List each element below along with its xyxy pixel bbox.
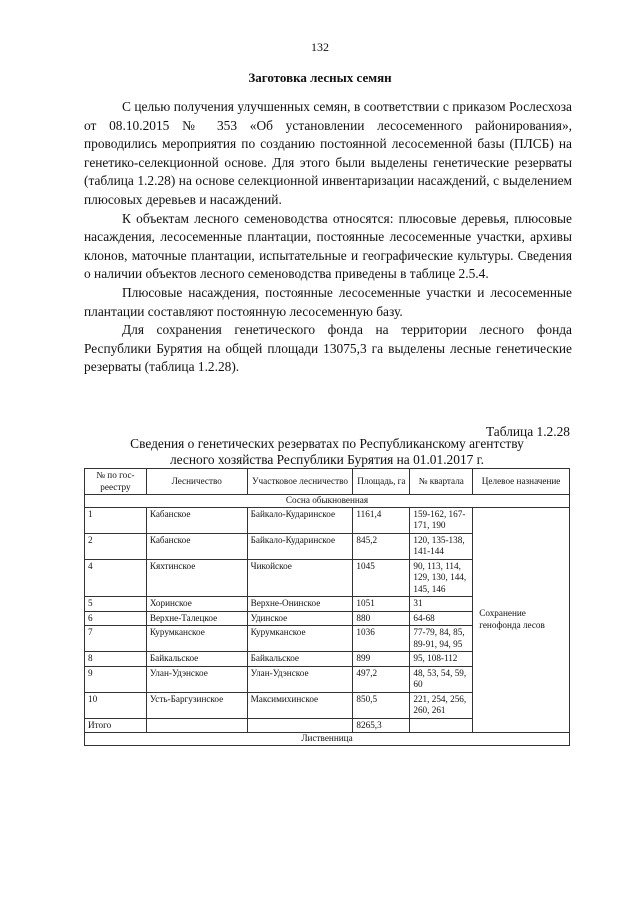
total-label: Итого [85,718,147,733]
paragraph: Для сохранения генетического фонда на территории лесного фонда Республики Бурятия на общей площади 13075,3 га выделены лесные генетические резерваты (таблица 1.2.28). [84,322,572,375]
table-row [85,507,570,533]
paragraph: С целью получения улучшенных семян, в соответствии с приказом Рослесхоза от 08.10.2015 № 353 «Об установлении лесосеменного районирования», проводились мероприятия по созданию постоянной лесосеменной базы (ПЛСБ) на генетико-селекционной основе. Для этого были выделены генетические резерваты (таблица 1.2.28) на основе селекционной инвентаризации насаждений, с выделением плюсовых деревьев и насаждений. [84,99,572,207]
cell-forestry: Усть-Баргузинское [146,692,247,718]
cell-area: 1161,4 [353,507,410,533]
table-title-line: Сведения о генетических резерватах по Республиканскому агентству [130,436,524,451]
cell-district: Байкало-Кударинское [247,533,353,559]
total-area: 8265,3 [353,718,410,733]
cell-num: 1 [85,507,147,533]
cell-forestry: Кяхтинское [146,559,247,597]
cell-district: Байкало-Кударинское [247,507,353,533]
cell-empty [247,718,353,733]
paragraph: Плюсовые насаждения, постоянные лесосеменные участки и лесосеменные плантации составляют постоянную лесосеменную базу. [84,284,572,319]
cell-district: Удинское [247,611,353,626]
cell-quarter: 90, 113, 114, 129, 130, 144, 145, 146 [410,559,473,597]
cell-quarter: 221, 254, 256, 260, 261 [410,692,473,718]
header-district: Участковое лесничество [247,469,353,495]
cell-num: 2 [85,533,147,559]
table-title-line: лесного хозяйства Республики Бурятия на 01.01.2017 г. [169,452,485,467]
cell-district: Максимихинское [247,692,353,718]
reserves-table [84,468,570,746]
cell-quarter: 77-79, 84, 85, 89-91, 94, 95 [410,626,473,652]
cell-quarter: 95, 108-112 [410,652,473,667]
cell-district: Чикойское [247,559,353,597]
cell-district: Верхне-Онинское [247,597,353,612]
group-row [85,495,570,508]
cell-district: Курумканское [247,626,353,652]
cell-district: Байкальское [247,652,353,667]
cell-forestry: Кабанское [146,533,247,559]
cell-num: 8 [85,652,147,667]
cell-num: 5 [85,597,147,612]
section-heading: Заготовка лесных семян [248,70,392,85]
cell-forestry: Кабанское [146,507,247,533]
cell-num: 4 [85,559,147,597]
cell-quarter: 48, 53, 54, 59, 60 [410,666,473,692]
header-num: № по гос-реестру [85,469,147,495]
cell-num: 10 [85,692,147,718]
cell-quarter: 159-162, 167-171, 190 [410,507,473,533]
body-text [84,98,572,377]
group-row [85,733,570,746]
cell-forestry: Улан-Удэнское [146,666,247,692]
cell-forestry: Хоринское [146,597,247,612]
cell-empty [146,718,247,733]
cell-area: 899 [353,652,410,667]
cell-area: 880 [353,611,410,626]
cell-purpose: Сохранение генофонда лесов [473,507,570,733]
cell-num: 6 [85,611,147,626]
cell-num: 7 [85,626,147,652]
cell-area: 1036 [353,626,410,652]
species-label: Лиственница [85,733,570,746]
cell-area: 850,5 [353,692,410,718]
cell-forestry: Верхне-Талецкое [146,611,247,626]
table-title [84,436,570,468]
species-label: Сосна обыкновенная [85,495,570,508]
header-purpose: Целевое назначение [473,469,570,495]
cell-forestry: Байкальское [146,652,247,667]
header-quarter: № квартала [410,469,473,495]
cell-num: 9 [85,666,147,692]
cell-area: 1045 [353,559,410,597]
cell-area: 1051 [353,597,410,612]
cell-district: Улан-Удэнское [247,666,353,692]
table-reference: Таблица 1.2.28 [485,424,570,439]
cell-area: 845,2 [353,533,410,559]
header-area: Площадь, га [353,469,410,495]
header-forestry: Лесничество [146,469,247,495]
cell-quarter: 64-68 [410,611,473,626]
page-number: 132 [311,40,329,54]
cell-area: 497,2 [353,666,410,692]
cell-quarter: 31 [410,597,473,612]
cell-quarter: 120, 135-138, 141-144 [410,533,473,559]
table-header-row [85,469,570,495]
paragraph: К объектам лесного семеноводства относятся: плюсовые деревья, плюсовые насаждения, лесосеменные плантации, постоянные лесосеменные участки, архивы клонов, маточные плантации, испытательные и географические культуры. Сведения о наличии объектов лесного семеноводства приведены в таблице 2.5.4. [84,210,572,282]
cell-forestry: Курумканское [146,626,247,652]
cell-empty [410,718,473,733]
